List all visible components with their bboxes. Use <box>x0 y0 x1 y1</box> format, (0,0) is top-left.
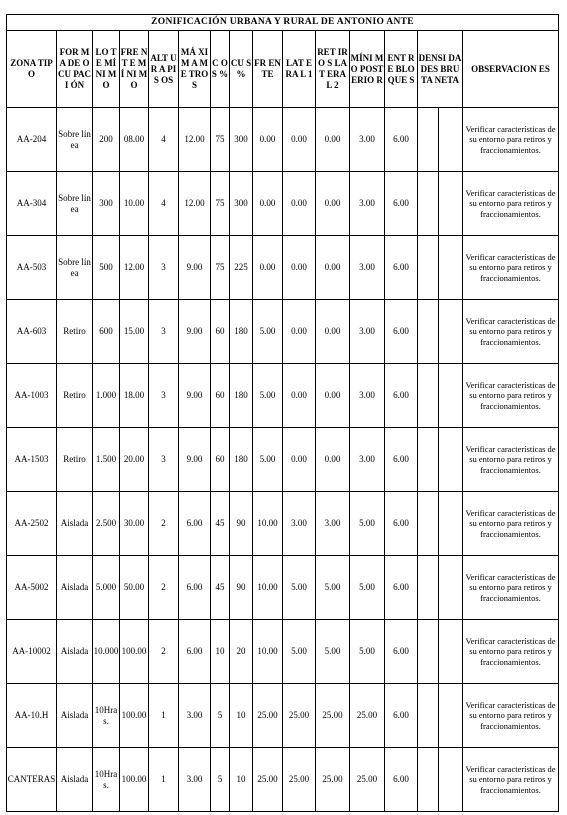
cell-cos: 75 <box>211 108 230 172</box>
cell-lateral-2: 0.00 <box>316 236 350 300</box>
cell-lote-minimo: 5.000 <box>93 556 120 620</box>
cell-frente: 10.00 <box>253 492 283 556</box>
cell-lateral-1: 5.00 <box>283 620 316 684</box>
cell-densidad-bruta <box>418 620 439 684</box>
cell-altura-pisos: 2 <box>149 620 179 684</box>
cell-lateral-2: 5.00 <box>316 556 350 620</box>
header-observaciones: OBSERVACION ES <box>463 31 559 108</box>
cell-frente-minimo: 10.00 <box>120 172 149 236</box>
cell-forma-ocupacion: Sobre línea <box>57 172 93 236</box>
cell-forma-ocupacion: Sobre línea <box>57 108 93 172</box>
header-entre-bloques: ENT RE BLO QUE S <box>385 31 418 108</box>
cell-observaciones: Verificar características de su entorno para retiros y fraccionamientos. <box>463 620 559 684</box>
cell-forma-ocupacion: Retiro <box>57 364 93 428</box>
cell-forma-ocupacion: Sobre línea <box>57 236 93 300</box>
cell-densidad-bruta <box>418 108 439 172</box>
cell-observaciones: Verificar características de su entorno para retiros y fraccionamientos. <box>463 556 559 620</box>
cell-observaciones: Verificar características de su entorno para retiros y fraccionamientos. <box>463 684 559 748</box>
cell-densidad-bruta <box>418 556 439 620</box>
cell-entre-bloques: 6.00 <box>385 684 418 748</box>
cell-densidad-neta <box>439 620 463 684</box>
cell-minimo-posterior: 3.00 <box>350 108 385 172</box>
cell-lote-minimo: 10.000 <box>93 620 120 684</box>
cell-entre-bloques: 6.00 <box>385 620 418 684</box>
cell-lateral-1: 25.00 <box>283 748 316 812</box>
cell-frente-minimo: 50.00 <box>120 556 149 620</box>
cell-forma-ocupacion: Retiro <box>57 428 93 492</box>
cell-observaciones: Verificar características de su entorno para retiros y fraccionamientos. <box>463 364 559 428</box>
cell-lateral-2: 0.00 <box>316 300 350 364</box>
cell-lote-minimo: 300 <box>93 172 120 236</box>
cell-zona-tipo: AA-503 <box>7 236 57 300</box>
cell-cos: 45 <box>211 492 230 556</box>
cell-minimo-posterior: 5.00 <box>350 620 385 684</box>
cell-lateral-2: 0.00 <box>316 172 350 236</box>
cell-lote-minimo: 10Hras. <box>93 748 120 812</box>
cell-densidad-bruta <box>418 172 439 236</box>
header-lote-minimo: LO TE MÍ NI MO <box>93 31 120 108</box>
cell-lote-minimo: 1.000 <box>93 364 120 428</box>
cell-observaciones: Verificar características de su entorno para retiros y fraccionamientos. <box>463 236 559 300</box>
cell-lote-minimo: 500 <box>93 236 120 300</box>
header-retiros-lateral-2: RET IRO S LAT ERA L 2 <box>316 31 350 108</box>
cell-lateral-1: 0.00 <box>283 236 316 300</box>
cell-densidad-neta <box>439 236 463 300</box>
cell-lateral-2: 0.00 <box>316 108 350 172</box>
cell-entre-bloques: 6.00 <box>385 492 418 556</box>
cell-maxima-metros: 9.00 <box>179 236 211 300</box>
cell-cos: 10 <box>211 620 230 684</box>
cell-lateral-1: 0.00 <box>283 108 316 172</box>
table-row <box>7 556 559 620</box>
cell-lateral-1: 0.00 <box>283 364 316 428</box>
cell-cus: 20 <box>230 620 253 684</box>
table-row <box>7 364 559 428</box>
cell-maxima-metros: 6.00 <box>179 556 211 620</box>
cell-altura-pisos: 1 <box>149 684 179 748</box>
cell-lote-minimo: 600 <box>93 300 120 364</box>
cell-altura-pisos: 3 <box>149 428 179 492</box>
header-minimo-posterior: MÍNI MO POST ERIO R <box>350 31 385 108</box>
cell-frente: 25.00 <box>253 748 283 812</box>
cell-zona-tipo: AA-304 <box>7 172 57 236</box>
cell-maxima-metros: 3.00 <box>179 684 211 748</box>
cell-cus: 180 <box>230 364 253 428</box>
cell-cos: 75 <box>211 236 230 300</box>
cell-entre-bloques: 6.00 <box>385 108 418 172</box>
cell-frente-minimo: 08.00 <box>120 108 149 172</box>
cell-frente-minimo: 100.00 <box>120 620 149 684</box>
cell-densidad-bruta <box>418 236 439 300</box>
table-title: ZONIFICACIÓN URBANA Y RURAL DE ANTONIO ANTE <box>7 15 559 31</box>
cell-altura-pisos: 3 <box>149 300 179 364</box>
cell-densidad-neta <box>439 172 463 236</box>
cell-densidad-bruta <box>418 748 439 812</box>
cell-cos: 60 <box>211 364 230 428</box>
cell-densidad-neta <box>439 108 463 172</box>
cell-cos: 45 <box>211 556 230 620</box>
cell-zona-tipo: AA-10002 <box>7 620 57 684</box>
cell-cus: 180 <box>230 300 253 364</box>
cell-observaciones: Verificar características de su entorno para retiros y fraccionamientos. <box>463 748 559 812</box>
cell-minimo-posterior: 5.00 <box>350 492 385 556</box>
cell-lateral-1: 0.00 <box>283 172 316 236</box>
cell-cus: 300 <box>230 172 253 236</box>
cell-altura-pisos: 2 <box>149 556 179 620</box>
cell-observaciones: Verificar características de su entorno para retiros y fraccionamientos. <box>463 428 559 492</box>
cell-forma-ocupacion: Aislada <box>57 748 93 812</box>
cell-minimo-posterior: 3.00 <box>350 300 385 364</box>
table-row <box>7 108 559 172</box>
table-row <box>7 492 559 556</box>
cell-forma-ocupacion: Retiro <box>57 300 93 364</box>
cell-densidad-neta <box>439 492 463 556</box>
cell-forma-ocupacion: Aislada <box>57 684 93 748</box>
cell-frente-minimo: 12.00 <box>120 236 149 300</box>
cell-minimo-posterior: 3.00 <box>350 428 385 492</box>
cell-minimo-posterior: 3.00 <box>350 236 385 300</box>
cell-entre-bloques: 6.00 <box>385 556 418 620</box>
header-maxima-metros: MÁ XIM A ME TRO S <box>179 31 211 108</box>
cell-lateral-1: 5.00 <box>283 556 316 620</box>
cell-maxima-metros: 9.00 <box>179 300 211 364</box>
cell-zona-tipo: AA-1003 <box>7 364 57 428</box>
cell-lateral-2: 0.00 <box>316 428 350 492</box>
cell-densidad-bruta <box>418 684 439 748</box>
cell-densidad-bruta <box>418 428 439 492</box>
cell-altura-pisos: 1 <box>149 748 179 812</box>
cell-cos: 5 <box>211 748 230 812</box>
header-frente: FR EN TE <box>253 31 283 108</box>
cell-cus: 90 <box>230 492 253 556</box>
cell-frente: 0.00 <box>253 236 283 300</box>
cell-frente-minimo: 15.00 <box>120 300 149 364</box>
table-row <box>7 300 559 364</box>
cell-cus: 10 <box>230 748 253 812</box>
cell-densidad-bruta <box>418 300 439 364</box>
cell-lateral-2: 25.00 <box>316 748 350 812</box>
cell-cus: 225 <box>230 236 253 300</box>
cell-maxima-metros: 12.00 <box>179 108 211 172</box>
cell-minimo-posterior: 3.00 <box>350 172 385 236</box>
cell-frente: 25.00 <box>253 684 283 748</box>
cell-altura-pisos: 4 <box>149 108 179 172</box>
cell-maxima-metros: 9.00 <box>179 428 211 492</box>
cell-maxima-metros: 9.00 <box>179 364 211 428</box>
header-forma-ocupacion: FOR MA DE OCU PACI ÓN <box>57 31 93 108</box>
cell-lateral-1: 25.00 <box>283 684 316 748</box>
cell-densidad-bruta <box>418 492 439 556</box>
table-row <box>7 428 559 492</box>
cell-zona-tipo: AA-10.H <box>7 684 57 748</box>
cell-lote-minimo: 1.500 <box>93 428 120 492</box>
cell-entre-bloques: 6.00 <box>385 364 418 428</box>
table-row <box>7 684 559 748</box>
cell-densidad-neta <box>439 364 463 428</box>
cell-zona-tipo: AA-603 <box>7 300 57 364</box>
cell-entre-bloques: 6.00 <box>385 236 418 300</box>
cell-altura-pisos: 2 <box>149 492 179 556</box>
cell-lote-minimo: 2.500 <box>93 492 120 556</box>
cell-lateral-2: 0.00 <box>316 364 350 428</box>
cell-entre-bloques: 6.00 <box>385 172 418 236</box>
cell-lateral-1: 0.00 <box>283 300 316 364</box>
cell-frente: 5.00 <box>253 428 283 492</box>
cell-maxima-metros: 6.00 <box>179 492 211 556</box>
cell-minimo-posterior: 25.00 <box>350 684 385 748</box>
cell-zona-tipo: AA-204 <box>7 108 57 172</box>
table-row <box>7 236 559 300</box>
cell-zona-tipo: CANTERAS <box>7 748 57 812</box>
cell-observaciones: Verificar características de su entorno para retiros y fraccionamientos. <box>463 172 559 236</box>
cell-frente: 5.00 <box>253 300 283 364</box>
cell-cos: 5 <box>211 684 230 748</box>
cell-frente-minimo: 30.00 <box>120 492 149 556</box>
cell-frente-minimo: 18.00 <box>120 364 149 428</box>
cell-altura-pisos: 4 <box>149 172 179 236</box>
header-altura-pisos: ALT UR A PIS OS <box>149 31 179 108</box>
cell-lateral-2: 25.00 <box>316 684 350 748</box>
table-row <box>7 172 559 236</box>
header-lateral-1: LAT ERA L 1 <box>283 31 316 108</box>
header-cos: C O S % <box>211 31 230 108</box>
cell-frente-minimo: 20.00 <box>120 428 149 492</box>
header-zona-tipo: ZONA TIPO <box>7 31 57 108</box>
cell-zona-tipo: AA-2502 <box>7 492 57 556</box>
header-frente-minimo: FRE NT E MÍ NI MO <box>120 31 149 108</box>
cell-cos: 75 <box>211 172 230 236</box>
cell-cos: 60 <box>211 428 230 492</box>
cell-cus: 300 <box>230 108 253 172</box>
cell-densidad-neta <box>439 684 463 748</box>
cell-minimo-posterior: 5.00 <box>350 556 385 620</box>
cell-forma-ocupacion: Aislada <box>57 556 93 620</box>
cell-entre-bloques: 6.00 <box>385 748 418 812</box>
cell-densidad-neta <box>439 748 463 812</box>
cell-observaciones: Verificar características de su entorno para retiros y fraccionamientos. <box>463 108 559 172</box>
cell-maxima-metros: 3.00 <box>179 748 211 812</box>
cell-observaciones: Verificar características de su entorno para retiros y fraccionamientos. <box>463 492 559 556</box>
cell-altura-pisos: 3 <box>149 236 179 300</box>
cell-frente-minimo: 100.00 <box>120 684 149 748</box>
cell-cos: 60 <box>211 300 230 364</box>
cell-cus: 90 <box>230 556 253 620</box>
cell-maxima-metros: 6.00 <box>179 620 211 684</box>
cell-frente-minimo: 100.00 <box>120 748 149 812</box>
cell-zona-tipo: AA-5002 <box>7 556 57 620</box>
cell-frente: 10.00 <box>253 556 283 620</box>
cell-frente: 0.00 <box>253 172 283 236</box>
zonificacion-table <box>6 14 559 812</box>
cell-observaciones: Verificar características de su entorno para retiros y fraccionamientos. <box>463 300 559 364</box>
table-row <box>7 748 559 812</box>
header-cus: CU S % <box>230 31 253 108</box>
cell-forma-ocupacion: Aislada <box>57 492 93 556</box>
cell-entre-bloques: 6.00 <box>385 428 418 492</box>
cell-lateral-1: 3.00 <box>283 492 316 556</box>
cell-minimo-posterior: 25.00 <box>350 748 385 812</box>
cell-densidad-bruta <box>418 364 439 428</box>
cell-cus: 10 <box>230 684 253 748</box>
cell-lote-minimo: 200 <box>93 108 120 172</box>
cell-frente: 0.00 <box>253 108 283 172</box>
cell-densidad-neta <box>439 428 463 492</box>
cell-forma-ocupacion: Aislada <box>57 620 93 684</box>
cell-maxima-metros: 12.00 <box>179 172 211 236</box>
cell-lateral-1: 0.00 <box>283 428 316 492</box>
cell-lote-minimo: 10Hras. <box>93 684 120 748</box>
cell-cus: 180 <box>230 428 253 492</box>
cell-lateral-2: 3.00 <box>316 492 350 556</box>
cell-densidad-neta <box>439 556 463 620</box>
table-body <box>7 108 559 812</box>
cell-minimo-posterior: 3.00 <box>350 364 385 428</box>
cell-altura-pisos: 3 <box>149 364 179 428</box>
cell-densidad-neta <box>439 300 463 364</box>
table-row <box>7 620 559 684</box>
cell-frente: 5.00 <box>253 364 283 428</box>
cell-lateral-2: 5.00 <box>316 620 350 684</box>
cell-entre-bloques: 6.00 <box>385 300 418 364</box>
header-densidades: DENSI DADES BRUTA NETA <box>418 31 463 108</box>
cell-zona-tipo: AA-1503 <box>7 428 57 492</box>
header-row <box>7 31 559 108</box>
cell-frente: 10.00 <box>253 620 283 684</box>
